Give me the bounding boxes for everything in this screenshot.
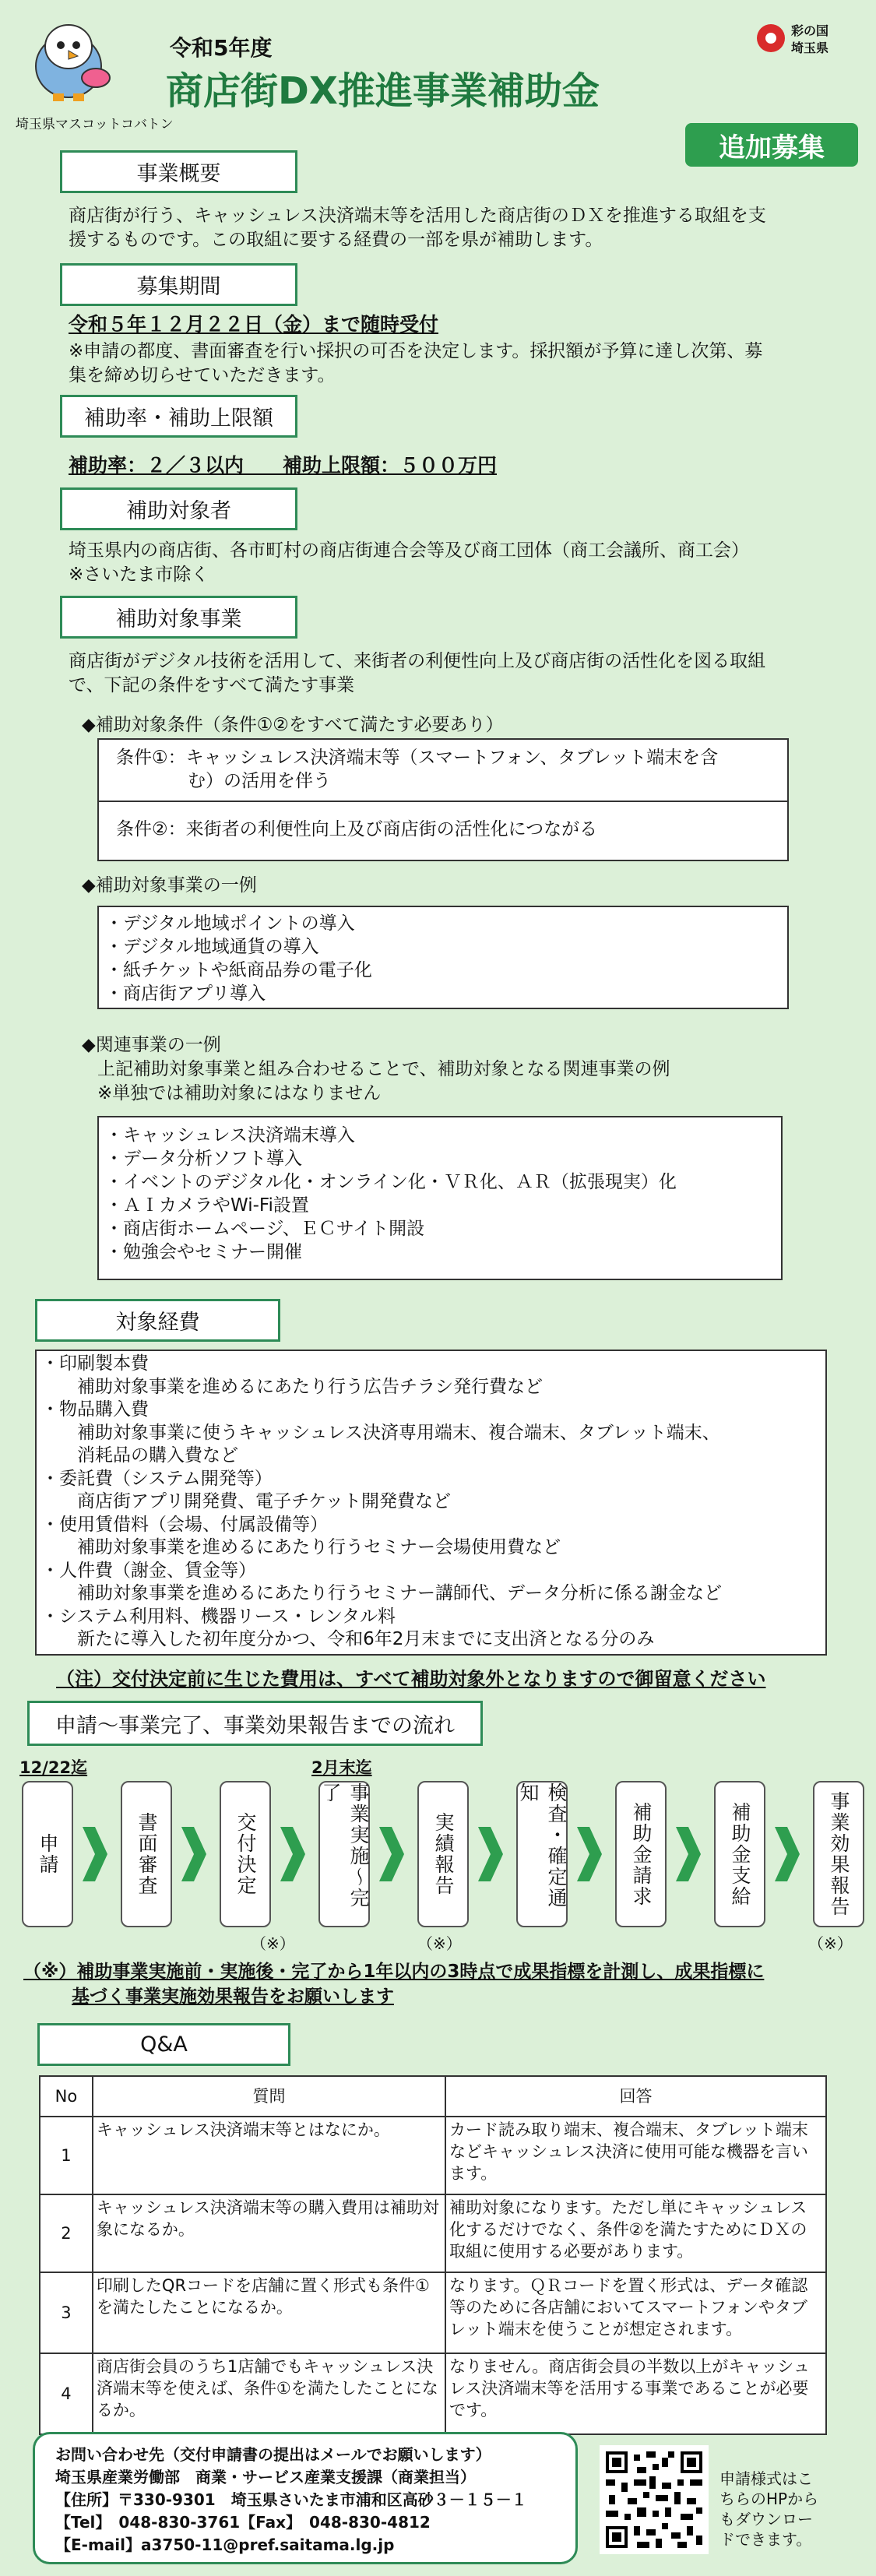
target-line: ※さいたま市除く xyxy=(69,565,209,585)
expense-line: 商店街アプリ開発費、電子チケット開発費など xyxy=(41,1491,452,1511)
flow-note-line: （※）補助事業実施前・実施後・完了から1年以内の3時点で成果指標を計測し、成果指標に xyxy=(23,1962,765,1982)
examples-heading: ◆補助対象事業の一例 xyxy=(82,875,257,896)
flow-step-label: 補助金請求 xyxy=(630,1801,653,1907)
project-line: 商店街がデジタル技術を活用して、来街者の利便性向上及び商店街の活性化を図る取組 xyxy=(69,651,766,671)
expense-line: ・委託費（システム開発等） xyxy=(41,1468,273,1489)
overview-label: 事業概要 xyxy=(60,150,297,193)
expense-line: 消耗品の購入費など xyxy=(41,1445,238,1466)
table-row xyxy=(40,2353,826,2434)
qa-header-question: 質問 xyxy=(93,2076,445,2117)
flow-mark-1: （※） xyxy=(251,1934,295,1953)
flow-step xyxy=(813,1781,864,1927)
related-item: ・キャッシュレス決済端末導入 xyxy=(105,1125,355,1145)
related-box xyxy=(97,1116,783,1280)
expense-line: 補助対象事業を進めるにあたり行うセミナー講師代、データ分析に係る謝金など xyxy=(41,1583,722,1603)
condition-1-line: 条件①：キャッシュレス決済端末等（スマートフォン、タブレット端末を含 xyxy=(116,748,719,768)
conditions-heading: ◆補助対象条件（条件①②をすべて満たす必要あり） xyxy=(82,715,504,735)
table-row xyxy=(40,2194,826,2272)
flow-step-label: 申請 xyxy=(37,1833,59,1875)
contact-line: 【Tel】 048-830-3761【Fax】 048-830-4812 xyxy=(55,2513,431,2532)
flow-label: 申請～事業完了、事業効果報告までの流れ xyxy=(27,1701,483,1746)
period-label: 募集期間 xyxy=(60,263,297,306)
examples-box xyxy=(97,906,789,1009)
chevron-right-icon xyxy=(79,1827,111,1881)
chevron-right-icon xyxy=(376,1827,407,1881)
contact-line[interactable]: 【E-mail】a3750-11@pref.saitama.lg.jp xyxy=(55,2536,395,2554)
qa-question: キャッシュレス決済端末等の購入費用は補助対象になるか。 xyxy=(93,2194,445,2272)
period-note xyxy=(69,340,762,388)
expenses-label: 対象経費 xyxy=(35,1299,280,1342)
additional-recruit-badge: 追加募集 xyxy=(685,123,858,167)
flow-step-label: 実績報告 xyxy=(432,1812,455,1896)
project-line: で、下記の条件をすべて満たす事業 xyxy=(69,675,355,695)
overview-line: 商店街が行う、キャッシュレス決済端末等を活用した商店街のＤＸを推進する取組を支 xyxy=(69,206,766,226)
qa-question: 商店街会員のうち1店舗でもキャッシュレス決済端末等を使えば、条件①を満たしたことになるか。 xyxy=(93,2353,445,2434)
qa-label: Q&A xyxy=(37,2023,290,2066)
example-item: ・商店街アプリ導入 xyxy=(105,984,266,1004)
deadline-text: 令和５年１２月２２日（金）まで随時受付 xyxy=(69,313,439,336)
period-line: ※申請の都度、書面審査を行い採択の可否を決定します。採択額が予算に達し次第、募 xyxy=(69,341,763,361)
qa-answer: なります。ＱＲコードを置く形式は、データ確認等のために各店舗においてスマートフォンやタブレット端末を使うことが想定されます。 xyxy=(445,2272,826,2353)
example-item: ・紙チケットや紙商品券の電子化 xyxy=(105,960,372,980)
example-item: ・デジタル地域ポイントの導入 xyxy=(105,913,355,934)
expense-line: ・使用賃借料（会場、付属設備等） xyxy=(41,1514,328,1535)
expense-line: 新たに導入した初年度分かつ、令和6年2月末までに支出済となる分のみ xyxy=(41,1629,655,1649)
condition-1 xyxy=(116,746,718,793)
qa-table xyxy=(39,2075,827,2435)
flow-mark-2: （※） xyxy=(417,1934,462,1953)
qr-code-icon[interactable] xyxy=(600,2445,709,2554)
target-text xyxy=(69,539,749,587)
flow-step-label: 検査・確定通知 xyxy=(517,1782,568,1909)
mascot-caption: 埼玉県マスコットコバトン xyxy=(16,117,174,132)
qa-answer: 補助対象になります。ただし単にキャッシュレス化するだけでなく、条件②を満たすためにＤＸの取組に使用する必要があります。 xyxy=(445,2194,826,2272)
flow-step xyxy=(121,1781,172,1927)
expenses-note: （注）交付決定前に生じた費用は、すべて補助対象外となりますので御留意ください xyxy=(56,1668,766,1690)
expense-line: 補助対象事業を進めるにあたり行う広告チラシ発行費など xyxy=(41,1376,543,1397)
qa-no: 2 xyxy=(40,2194,93,2272)
qa-answer: カード読み取り端末、複合端末、タブレット端末などキャッシュレス決済に使用可能な機器を言います。 xyxy=(445,2117,826,2194)
mascot-image xyxy=(22,16,115,105)
flow-step-label: 補助金支給 xyxy=(729,1801,751,1907)
period-line: 集を締め切らせていただきます。 xyxy=(69,365,336,385)
flow-step xyxy=(220,1781,271,1927)
related-item: ・イベントのデジタル化・オンライン化・ＶＲ化、ＡＲ（拡張現実）化 xyxy=(105,1172,677,1192)
qr-note xyxy=(719,2469,818,2550)
condition-divider xyxy=(99,801,787,802)
overview-text xyxy=(69,204,766,252)
qa-header-row xyxy=(40,2076,826,2117)
qa-no: 1 xyxy=(40,2117,93,2194)
qa-question: 印刷したQRコードを店舗に置く形式も条件①を満たしたことになるか。 xyxy=(93,2272,445,2353)
flow-step xyxy=(318,1781,370,1927)
conditions-box xyxy=(97,738,789,861)
table-row xyxy=(40,2117,826,2194)
project-text xyxy=(69,649,765,698)
related-text xyxy=(97,1057,670,1106)
flow-step-label: 事業効果報告 xyxy=(828,1791,850,1917)
chevron-right-icon xyxy=(178,1827,209,1881)
flow-note xyxy=(23,1959,764,2009)
qr-note-line: ちらのHPから xyxy=(719,2490,819,2508)
target-line: 埼玉県内の商店街、各市町村の商店街連合会等及び商工団体（商工会議所、商工会） xyxy=(69,540,749,561)
target-label: 補助対象者 xyxy=(60,487,297,530)
rate-label: 補助率・補助上限額 xyxy=(60,395,297,438)
expense-line: 補助対象事業に使うキャッシュレス決済専用端末、複合端末、タブレット端末、 xyxy=(41,1422,720,1443)
related-line: 上記補助対象事業と組み合わせることで、補助対象となる関連事業の例 xyxy=(97,1059,670,1079)
condition-2: 条件②：来街者の利便性向上及び商店街の活性化につながる xyxy=(116,819,598,839)
flow-date-2: 2月末迄 xyxy=(311,1758,372,1777)
related-item: ・商店街ホームページ、ＥＣサイト開設 xyxy=(105,1219,425,1239)
flow-step-label: 書面審査 xyxy=(135,1812,158,1896)
saitama-logo xyxy=(755,19,864,66)
chevron-right-icon xyxy=(475,1827,506,1881)
qa-no: 4 xyxy=(40,2353,93,2434)
qr-note-line: ドできます。 xyxy=(719,2530,812,2549)
contact-box xyxy=(33,2432,578,2564)
expenses-box xyxy=(35,1350,827,1656)
flow-note-line: 基づく事業実施効果報告をお願いします xyxy=(72,1987,394,2007)
flow-step xyxy=(417,1781,469,1927)
logo-text-2: 埼玉県 xyxy=(791,40,829,55)
expense-line: ・物品購入費 xyxy=(41,1399,149,1420)
rate-text: 補助率：２／３以内 補助上限額：５００万円 xyxy=(69,454,498,477)
related-item: ・ＡＩカメラやWi-Fi設置 xyxy=(105,1195,309,1216)
flow-step xyxy=(22,1781,73,1927)
qa-no: 3 xyxy=(40,2272,93,2353)
flow-step xyxy=(615,1781,667,1927)
chevron-right-icon xyxy=(772,1827,803,1881)
flow-step-label: 交付決定 xyxy=(234,1812,257,1896)
example-item: ・デジタル地域通貨の導入 xyxy=(105,937,319,957)
related-item: ・データ分析ソフト導入 xyxy=(105,1149,302,1169)
condition-1-line: む）の活用を伴う xyxy=(188,771,331,791)
qa-header-no: No xyxy=(40,2076,93,2117)
overview-line: 援するものです。この取組に要する経費の一部を県が補助します。 xyxy=(69,230,603,250)
contact-line: お問い合わせ先（交付申請書の提出はメールでお願いします） xyxy=(55,2445,491,2464)
fiscal-year: 令和5年度 xyxy=(170,35,273,61)
expense-line: 補助対象事業を進めるにあたり行うセミナー会場使用費など xyxy=(41,1537,561,1557)
expense-line: ・人件費（謝金、賃金等） xyxy=(41,1560,256,1581)
flow-mark-3: （※） xyxy=(808,1934,853,1953)
expense-line: ・印刷製本費 xyxy=(41,1353,149,1374)
flow-step xyxy=(714,1781,765,1927)
table-row xyxy=(40,2272,826,2353)
flow-date-1: 12/22迄 xyxy=(19,1758,88,1777)
contact-line: 埼玉県産業労働部 商業・サービス産業支援課（商業担当） xyxy=(55,2468,476,2486)
flower-logo-icon xyxy=(755,23,786,54)
expense-line: ・システム利用料、機器リース・レンタル料 xyxy=(41,1606,396,1627)
flow-step-label: 事業実施～完了 xyxy=(319,1782,370,1909)
qr-note-line: 申請様式はこ xyxy=(719,2469,813,2488)
qa-header-answer: 回答 xyxy=(445,2076,826,2117)
logo-text-1: 彩の国 xyxy=(791,23,829,38)
chevron-right-icon xyxy=(673,1827,704,1881)
qa-question: キャッシュレス決済端末等とはなにか。 xyxy=(93,2117,445,2194)
flow-step xyxy=(516,1781,568,1927)
page-title: 商店街DX推進事業補助金 xyxy=(166,69,600,113)
related-item: ・勉強会やセミナー開催 xyxy=(105,1242,302,1262)
chevron-right-icon xyxy=(574,1827,605,1881)
project-label: 補助対象事業 xyxy=(60,596,297,639)
qa-answer: なりません。商店街会員の半数以上がキャッシュレス決済端末等を活用する事業であることが必要です。 xyxy=(445,2353,826,2434)
related-heading: ◆関連事業の一例 xyxy=(82,1035,221,1055)
related-line: ※単独では補助対象にはなりません xyxy=(97,1083,382,1103)
chevron-right-icon xyxy=(277,1827,308,1881)
contact-line: 【住所】〒330-9301 埼玉県さいたま市浦和区高砂３－１５－１ xyxy=(55,2490,527,2509)
qr-note-line: もダウンロー xyxy=(719,2510,813,2528)
